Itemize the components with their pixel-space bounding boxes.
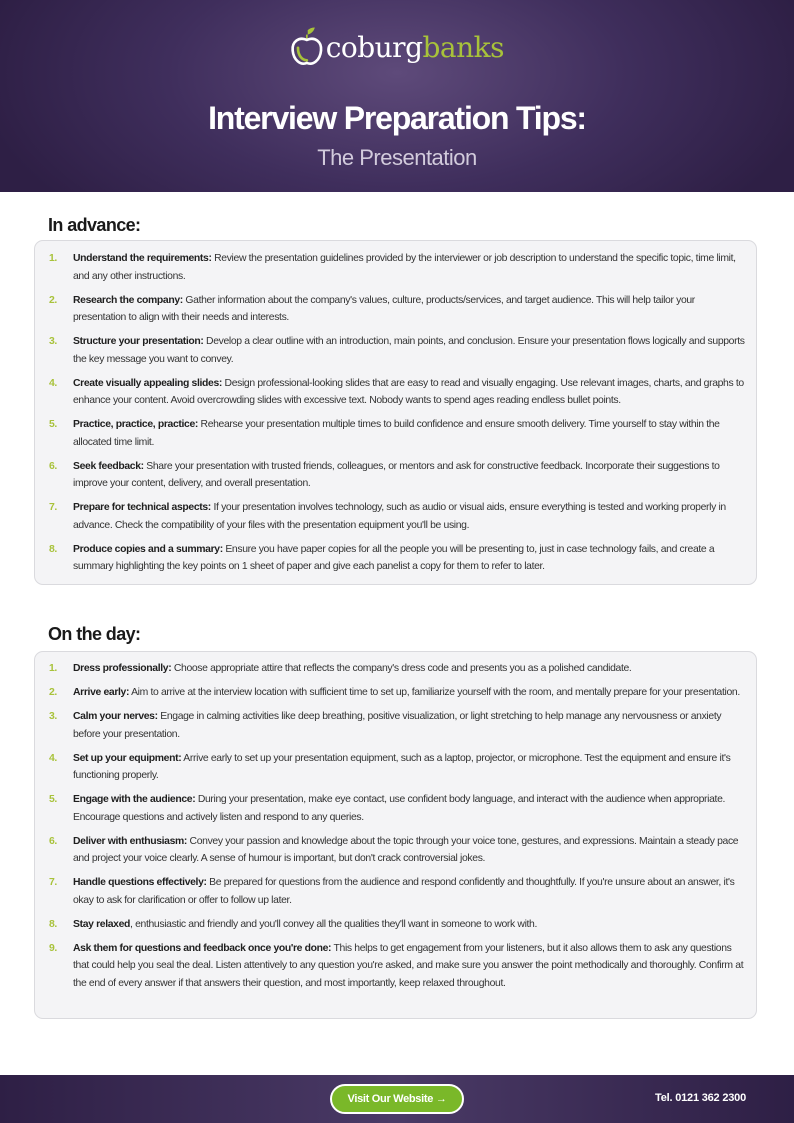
list-item-lead: Practice, practice, practice: [73,419,198,430]
list-item-number: 5. [49,419,57,430]
list-item-lead: Dress professionally: [73,663,172,674]
list-item-text: Engage in calming activities like deep breathing, positive visualization, or light stretching to help manage any nervousness or anxiety before your presentation. [73,711,722,740]
list-item-text: Aim to arrive at the interview location with sufficient time to set up, familiarize yourself with the room, and mentally prepare for your presentation. [129,687,740,698]
in-advance-list [35,250,756,576]
list-item [35,684,756,702]
list-item-lead: Engage with the audience: [73,794,196,805]
list-item-text: Be prepared for questions from the audience and respond confidently and thoughtfully. If you're unsure about an answer, it's okay to ask for clarification or offer to follow up later. [73,877,735,906]
list-item-text: Review the presentation guidelines provided by the interviewer or job description to understand the specific topic, time limit, and any other instructions. [73,253,736,282]
list-item-lead: Create visually appealing slides: [73,377,222,389]
on-the-day-panel [34,651,757,1019]
list-item-number: 6. [49,460,57,472]
list-item-lead: Research the company: [73,294,183,306]
list-item-number: 3. [49,711,57,722]
list-item [35,940,756,993]
list-item-number: 7. [49,877,57,888]
list-item-number: 5. [49,794,57,805]
list-item [35,250,756,285]
list-item-number: 6. [49,835,57,847]
list-item-text: Choose appropriate attire that reflects the company's dress code and presents you as a polished candidate. [171,663,632,674]
visit-website-button[interactable]: Visit Our Website → [330,1084,464,1114]
list-item [35,416,756,451]
list-item-text: Gather information about the company's values, culture, products/services, and target audience. This will help tailor your presentation to align with their needs and interests. [73,294,695,323]
list-item-text: Develop a clear outline with an introduction, main points, and conclusion. Ensure your presentation flows logically and supports the key message you want to convey. [73,336,745,365]
list-item-lead: Stay relaxed [73,918,131,930]
list-item-lead: Calm your nerves: [73,711,158,722]
list-item-text: This helps to get engagement from your listeners, but it also allows them to ask any questions that could help you seal the deal. Listen attentively to any question you're asked, and make sure you answer the point methodically and thoroughly. Confirm at the end of every answer if that answers their question, and most importantly, keep relaxed throughout. [73,942,744,989]
list-item-number: 4. [49,377,57,389]
list-item-lead: Set up your equipment: [73,752,182,764]
list-item [35,660,756,678]
list-item [35,708,756,743]
list-item [35,458,756,493]
in-advance-heading: In advance: [48,215,141,235]
telephone-number: Tel. 0121 362 2300 [655,1092,746,1104]
list-item-text: If your presentation involves technology, such as audio or visual aids, ensure everything is tested and working properly in advance. Check the compatibility of your files with the presentation equipment you'll be using. [73,502,726,531]
list-item-text: Ensure you have paper copies for all the people you will be presenting to, just in case technology fails, and create a summary highlighting the key points on 1 sheet of paper and give each panelist a copy for them to refer to later. [73,543,715,572]
list-item-number: 7. [49,502,57,513]
list-item-text: Convey your passion and knowledge about the topic through your voice tone, gestures, and expressions. Maintain a steady pace and project your voice clearly. A sense of humour is important, but don't crack controversial jokes. [73,835,739,864]
list-item-number: 1. [49,663,57,674]
on-the-day-heading: On the day: [48,624,141,644]
list-item-number: 4. [49,752,57,764]
list-item-text: Rehearse your presentation multiple times to build confidence and ensure smooth delivery. Time yourself to stay within the allocated time limit. [73,419,720,448]
brand-logo[interactable] [290,24,504,70]
list-item-text: , enthusiastic and friendly and you'll convey all the qualities they'll want in someone to work with. [130,918,538,930]
list-item-text: During your presentation, make eye contact, use confident body language, and interact with the audience when appropriate. Encourage questions and actively listen and respond to any queries. [73,794,726,823]
list-item-lead: Arrive early: [73,687,130,698]
apple-logo-icon [290,24,324,70]
list-item-text: Design professional-looking slides that are easy to read and visually engaging. Use relevant images, charts, and graphs to enhance your content. Avoid overcrowding slides with excessive text. Nobody wants to spend ages reading endless bullet points. [73,377,744,406]
page-title: Interview Preparation Tips: [208,100,586,136]
logo-word-banks: banks [422,30,504,64]
list-item [35,750,756,785]
list-item-lead: Handle questions effectively: [73,877,207,888]
list-item-number: 8. [49,543,57,555]
list-item [35,499,756,534]
footer-bar [0,1075,794,1123]
list-item [35,791,756,826]
list-item [35,375,756,410]
list-item-text: Share your presentation with trusted friends, colleagues, or mentors and ask for constructive feedback. Incorporate their suggestions to improve your content, delivery, and overall presentation. [73,460,720,489]
list-item [35,541,756,576]
list-item-number: 3. [49,336,57,347]
list-item-lead: Structure your presentation: [73,336,204,347]
on-the-day-list [35,660,756,992]
list-item-lead: Prepare for technical aspects: [73,502,211,513]
header-banner [0,0,794,192]
list-item-lead: Deliver with enthusiasm: [73,835,188,847]
logo-word-coburg: coburg [325,30,423,64]
list-item [35,292,756,327]
list-item-number: 1. [49,253,57,264]
page-subtitle: The Presentation [317,145,477,170]
list-item-number: 8. [49,918,57,930]
list-item-number: 2. [49,687,57,698]
list-item [35,874,756,909]
list-item-number: 9. [49,942,57,954]
list-item-lead: Seek feedback: [73,460,144,472]
list-item [35,833,756,868]
list-item-lead: Understand the requirements: [73,253,212,264]
list-item [35,916,756,934]
list-item-lead: Produce copies and a summary: [73,543,223,555]
list-item-text: Arrive early to set up your presentation equipment, such as a laptop, projector, or microphone. Test the equipment and ensure it's functioning properly. [73,752,731,781]
in-advance-panel [34,240,757,585]
list-item [35,333,756,368]
list-item-number: 2. [49,294,57,306]
list-item-lead: Ask them for questions and feedback once you're done: [73,942,332,954]
